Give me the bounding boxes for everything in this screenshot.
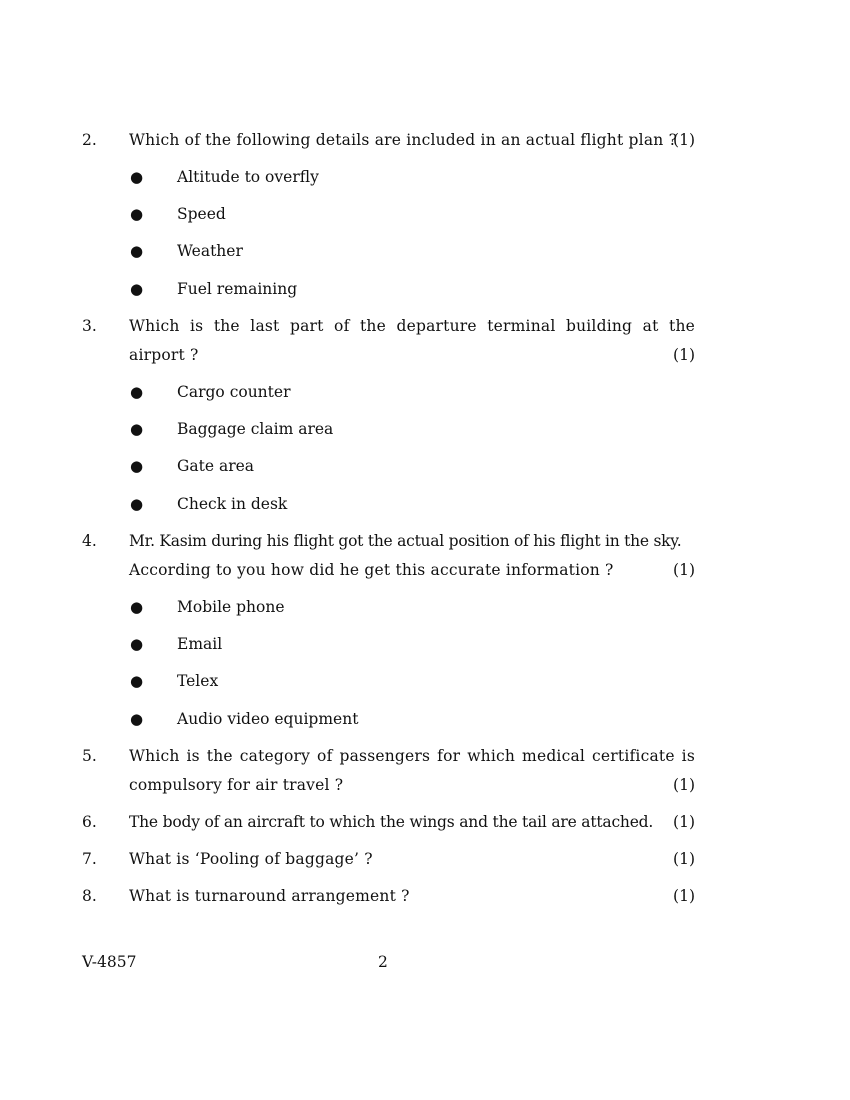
paper-code: V-4857 xyxy=(82,953,137,971)
question-number: 6. xyxy=(82,813,97,831)
question-text: What is turnaround arrangement ? xyxy=(129,887,410,905)
question-number: 2. xyxy=(82,131,97,149)
question-text: Mr. Kasim during his flight got the actual position of his flight in the sky. xyxy=(129,532,682,550)
option-item: Altitude to overfly xyxy=(177,168,319,186)
question-marks: (1) xyxy=(673,813,695,831)
bullet-icon: ● xyxy=(130,710,144,728)
bullet-icon: ● xyxy=(130,672,144,690)
question-text: Which is the category of passengers for which medical certificate is xyxy=(129,747,695,765)
bullet-icon: ● xyxy=(130,168,144,186)
option-item: Audio video equipment xyxy=(177,710,359,728)
question-marks: (1) xyxy=(673,561,695,579)
bullet-icon: ● xyxy=(130,242,144,260)
question-marks: (1) xyxy=(673,131,695,149)
question-number: 4. xyxy=(82,532,97,550)
question-number: 7. xyxy=(82,850,97,868)
bullet-icon: ● xyxy=(130,495,144,513)
option-item: Mobile phone xyxy=(177,598,285,616)
option-item: Email xyxy=(177,635,223,653)
bullet-icon: ● xyxy=(130,383,144,401)
bullet-icon: ● xyxy=(130,457,144,475)
option-item: Baggage claim area xyxy=(177,420,334,438)
bullet-icon: ● xyxy=(130,635,144,653)
question-marks: (1) xyxy=(673,346,695,364)
question-marks: (1) xyxy=(673,887,695,905)
question-marks: (1) xyxy=(673,776,695,794)
question-number: 5. xyxy=(82,747,97,765)
option-item: Check in desk xyxy=(177,495,288,513)
question-text: Which of the following details are included in an actual flight plan ? xyxy=(129,131,678,149)
bullet-icon: ● xyxy=(130,280,144,298)
option-item: Speed xyxy=(177,205,226,223)
question-text: According to you how did he get this accurate information ? xyxy=(129,561,614,579)
option-item: Weather xyxy=(177,242,243,260)
question-text: The body of an aircraft to which the wings and the tail are attached. xyxy=(129,813,654,831)
question-text: airport ? xyxy=(129,346,199,364)
question-number: 8. xyxy=(82,887,97,905)
option-item: Fuel remaining xyxy=(177,280,298,298)
bullet-icon: ● xyxy=(130,598,144,616)
bullet-icon: ● xyxy=(130,420,144,438)
question-number: 3. xyxy=(82,317,97,335)
page-number: 2 xyxy=(378,953,388,971)
option-item: Gate area xyxy=(177,457,255,475)
option-item: Cargo counter xyxy=(177,383,291,401)
question-text: Which is the last part of the departure terminal building at the xyxy=(129,317,695,335)
option-item: Telex xyxy=(177,672,219,690)
question-text: What is ‘Pooling of baggage’ ? xyxy=(129,850,373,868)
bullet-icon: ● xyxy=(130,205,144,223)
question-text: compulsory for air travel ? xyxy=(129,776,344,794)
question-marks: (1) xyxy=(673,850,695,868)
